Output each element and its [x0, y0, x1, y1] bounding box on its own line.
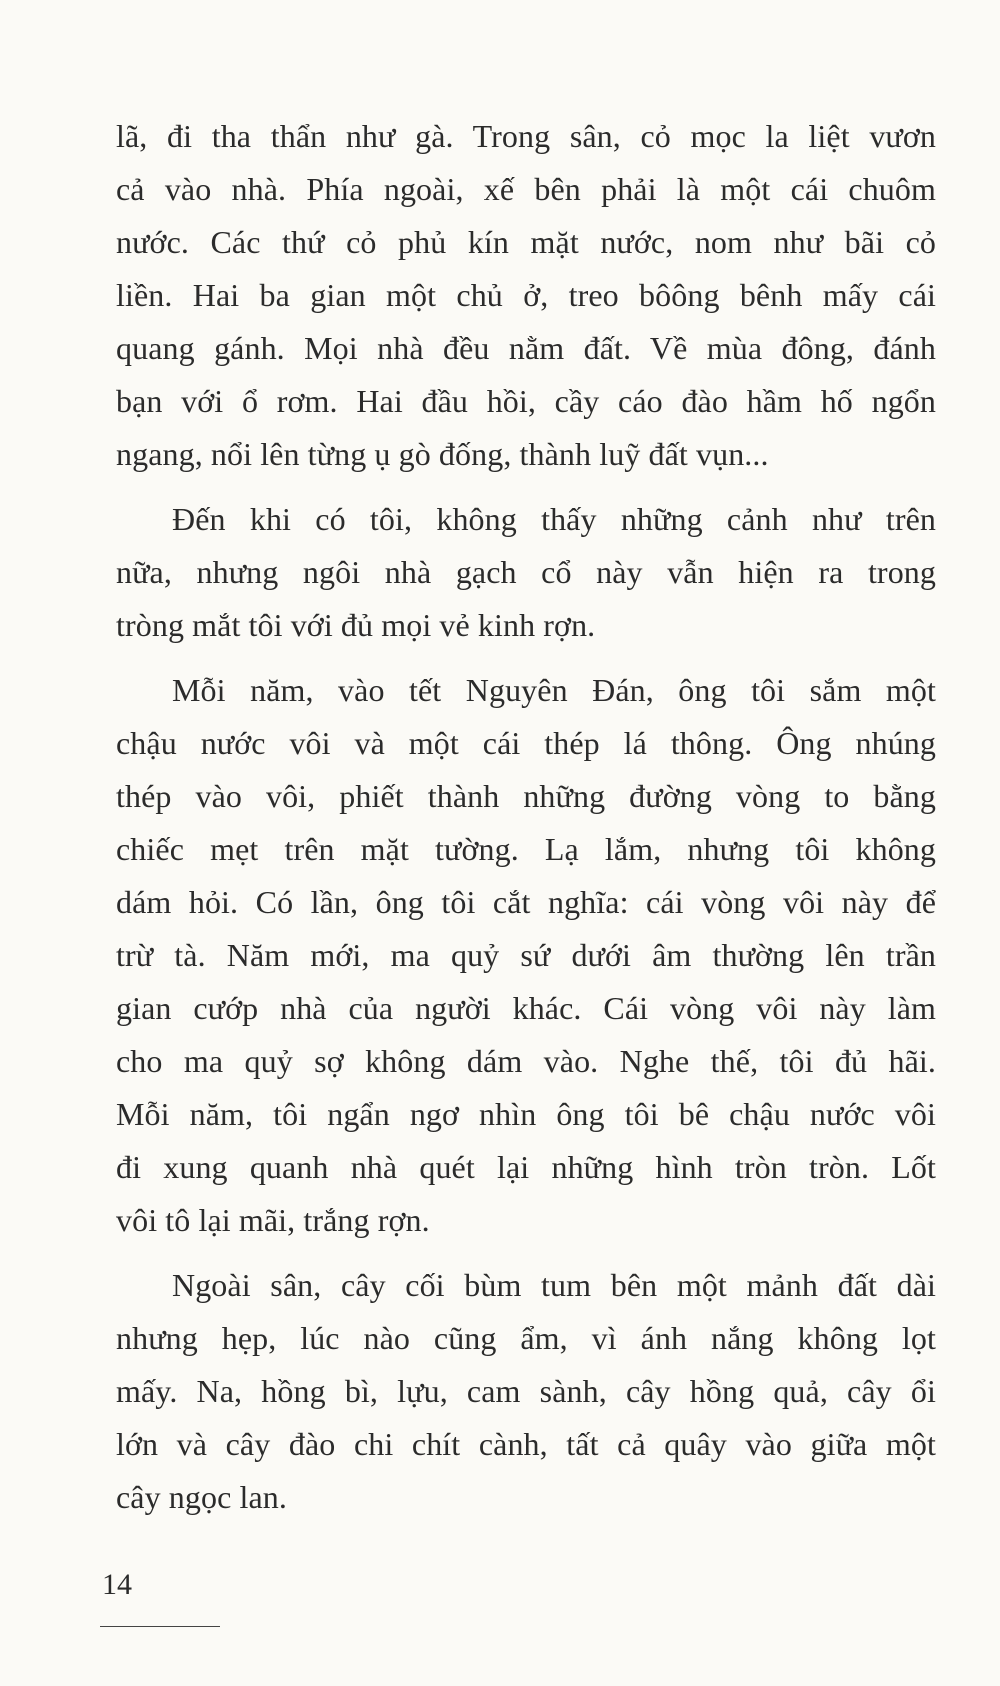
text-line: nhưng hẹp, lúc nào cũng ẩm, vì ánh nắng không lọt	[116, 1320, 936, 1356]
text-line: cả vào nhà. Phía ngoài, xế bên phải là một cái chuôm	[116, 171, 936, 207]
text-line: nữa, nhưng ngôi nhà gạch cổ này vẫn hiện ra trong	[116, 554, 936, 590]
text-line: Mỗi năm, tôi ngẩn ngơ nhìn ông tôi bê chậu nước vôi	[116, 1096, 936, 1132]
footer-rule	[100, 1626, 220, 1627]
text-line: vôi tô lại mãi, trắng rợn.	[116, 1202, 430, 1238]
text-line: bạn với ổ rơm. Hai đầu hồi, cầy cáo đào hầm hố ngổn	[116, 383, 936, 419]
text-line: gian cướp nhà của người khác. Cái vòng vôi này làm	[116, 990, 936, 1026]
text-line: tròng mắt tôi với đủ mọi vẻ kinh rợn.	[116, 607, 596, 643]
paragraph-4	[116, 1259, 936, 1524]
text-line: cây ngọc lan.	[116, 1479, 288, 1515]
text-line: Ngoài sân, cây cối bùm tum bên một mảnh đất dài	[172, 1267, 936, 1303]
text-line: thép vào vôi, phiết thành những đường vòng to bằng	[116, 778, 936, 814]
paragraph-2	[116, 493, 936, 652]
text-line: đi xung quanh nhà quét lại những hình tròn tròn. Lốt	[116, 1149, 936, 1185]
text-line: lớn và cây đào chi chít cành, tất cả quây vào giữa một	[116, 1426, 936, 1462]
text-line: nước. Các thứ cỏ phủ kín mặt nước, nom như bãi cỏ	[116, 224, 936, 260]
text-line: chiếc mẹt trên mặt tường. Lạ lắm, nhưng tôi không	[116, 831, 936, 867]
paragraph-3	[116, 664, 936, 1247]
text-line: liền. Hai ba gian một chủ ở, treo bôông bênh mấy cái	[116, 277, 936, 313]
page-body	[116, 110, 936, 1536]
text-line: Đến khi có tôi, không thấy những cảnh như trên	[172, 501, 936, 537]
text-line: lã, đi tha thẩn như gà. Trong sân, cỏ mọc la liệt vươn	[116, 118, 936, 154]
text-line: dám hỏi. Có lần, ông tôi cắt nghĩa: cái vòng vôi này để	[116, 884, 936, 920]
page-number: 14	[102, 1568, 132, 1601]
text-line: ngang, nổi lên từng ụ gò đống, thành luỹ đất vụn...	[116, 436, 769, 472]
text-line: mấy. Na, hồng bì, lựu, cam sành, cây hồng quả, cây ổi	[116, 1373, 936, 1409]
text-line: chậu nước vôi và một cái thép lá thông. Ông nhúng	[116, 725, 936, 761]
text-line: trừ tà. Năm mới, ma quỷ sứ dưới âm thường lên trần	[116, 937, 936, 973]
text-line: quang gánh. Mọi nhà đều nằm đất. Về mùa đông, đánh	[116, 330, 936, 366]
text-line: Mỗi năm, vào tết Nguyên Đán, ông tôi sắm một	[172, 672, 936, 708]
paragraph-1	[116, 110, 936, 481]
text-line: cho ma quỷ sợ không dám vào. Nghe thế, tôi đủ hãi.	[116, 1043, 936, 1079]
